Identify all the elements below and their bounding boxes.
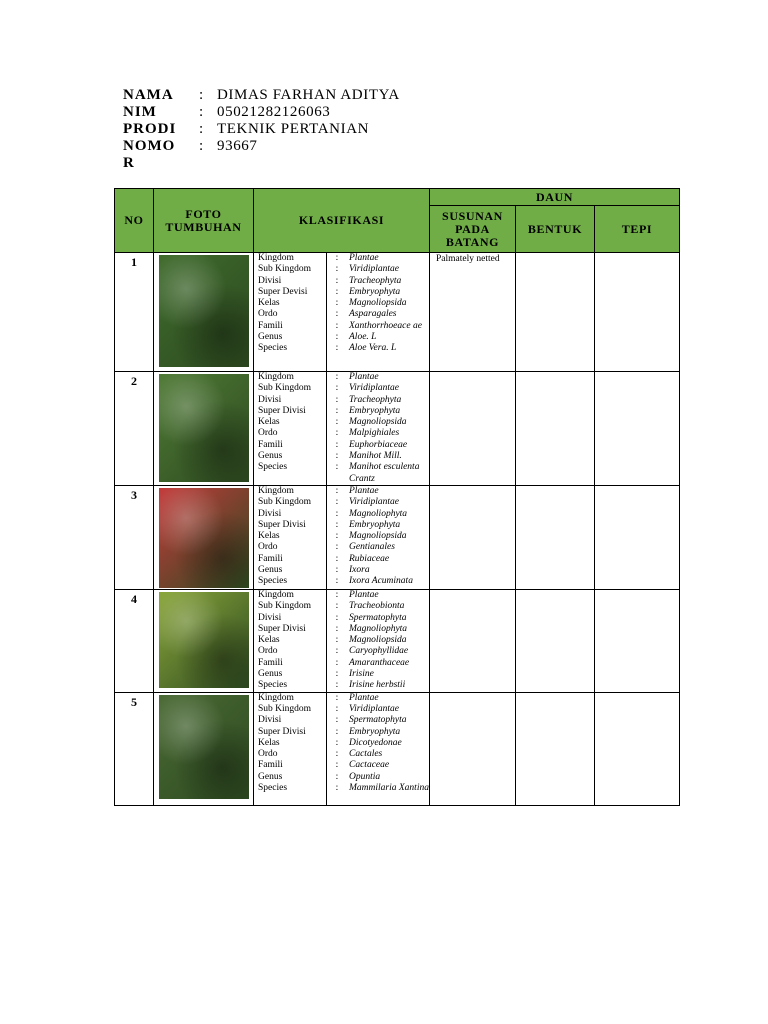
leaf-arrangement [430, 590, 516, 693]
taxon-rank: Sub Kingdom [258, 264, 312, 275]
leaf-arrangement [430, 372, 516, 486]
classification-row [254, 520, 429, 531]
classification-cell [254, 486, 430, 590]
taxon-rank: Sub Kingdom [258, 383, 312, 394]
row-number: 4 [115, 590, 154, 693]
student-info [123, 87, 400, 171]
classification-row [254, 680, 429, 691]
taxon-colon: : [327, 590, 348, 601]
taxon-name: Manihot esculenta Crantz [349, 462, 420, 484]
classification-row [254, 383, 429, 394]
taxon-rank: Kingdom [258, 692, 294, 703]
taxon-colon: : [327, 635, 348, 646]
classification-row [254, 417, 429, 428]
classification-filler [254, 355, 429, 371]
photo-cell [154, 590, 254, 693]
taxon-rank: Super Divisi [258, 726, 306, 737]
taxon-rank: Kelas [258, 737, 280, 748]
classification-row [254, 486, 429, 497]
taxon-name: Plantae [349, 692, 379, 703]
info-label: NIM [123, 104, 157, 120]
taxon-name: Tracheophyta [349, 394, 402, 405]
classification-row [254, 542, 429, 553]
classification-row [254, 576, 429, 587]
classification-row [254, 669, 429, 680]
taxon-colon: : [327, 428, 348, 439]
taxon-rank: Divisi [258, 715, 282, 726]
taxon-colon: : [327, 276, 348, 287]
taxon-rank: Genus [258, 669, 283, 680]
taxon-rank: Species [258, 576, 288, 587]
taxon-name: Magnoliophyta [349, 508, 408, 519]
info-row-nim [123, 104, 400, 121]
info-row-nama [123, 87, 400, 104]
taxon-rank: Sub Kingdom [258, 703, 312, 714]
taxon-rank: Super Divisi [258, 519, 306, 530]
taxon-rank: Ordo [258, 428, 278, 439]
taxon-name: Ixora [349, 565, 370, 576]
taxon-name: Cactales [349, 749, 383, 760]
taxon-rank: Kelas [258, 298, 280, 309]
plant-photo [159, 374, 249, 482]
classification-row [254, 497, 429, 508]
leaf-shape [516, 590, 595, 693]
classification-row [254, 440, 429, 451]
classification-row [254, 276, 429, 287]
taxon-colon: : [327, 565, 348, 576]
taxon-name: Irisine [349, 669, 374, 680]
taxon-colon: : [327, 554, 348, 565]
taxon-name: Magnoliopsida [349, 417, 407, 428]
info-label: PRODI [123, 121, 177, 137]
classification-row [254, 462, 429, 485]
leaf-margin [595, 486, 680, 590]
taxon-rank: Divisi [258, 275, 282, 286]
taxon-rank: Ordo [258, 749, 278, 760]
taxon-colon: : [327, 738, 348, 749]
taxon-rank: Ordo [258, 309, 278, 320]
taxon-name: Gentianales [349, 542, 395, 553]
taxon-name: Magnoliophyta [349, 623, 408, 634]
taxon-name: Euphorbiaceae [349, 439, 408, 450]
taxon-colon: : [327, 727, 348, 738]
taxon-colon: : [327, 321, 348, 332]
header-foto: FOTO TUMBUHAN [154, 189, 254, 253]
taxon-name: Dicotyedonae [349, 737, 402, 748]
taxon-rank: Genus [258, 451, 283, 462]
taxon-colon: : [327, 680, 348, 691]
leaf-margin [595, 590, 680, 693]
taxon-name: Aloe. L [349, 332, 377, 343]
classification-list [254, 486, 429, 589]
photo-cell [154, 372, 254, 486]
taxon-name: Tracheobionta [349, 601, 405, 612]
table-row [115, 372, 680, 486]
taxon-rank: Kingdom [258, 486, 294, 496]
classification-list [254, 372, 429, 485]
taxon-colon: : [327, 715, 348, 726]
leaf-margin [595, 253, 680, 372]
row-number: 2 [115, 372, 154, 486]
taxon-rank: Famili [258, 320, 283, 331]
leaf-margin [595, 692, 680, 805]
taxon-rank: Kingdom [258, 253, 294, 263]
taxon-rank: Species [258, 783, 288, 794]
taxon-colon: : [327, 497, 348, 508]
taxon-name: Spermatophyta [349, 612, 407, 623]
taxon-name: Asparagales [349, 309, 397, 320]
header-bentuk: BENTUK [516, 206, 595, 253]
taxon-rank: Kelas [258, 417, 280, 428]
table-row [115, 253, 680, 372]
taxon-name: Viridiplantae [349, 383, 399, 394]
taxon-name: Ixora Acuminata [349, 576, 413, 587]
taxon-rank: Kelas [258, 635, 280, 646]
photo-cell [154, 253, 254, 372]
classification-row [254, 613, 429, 624]
classification-row [254, 428, 429, 439]
header-daun: DAUN [430, 189, 680, 206]
taxon-name: Irisine herbstii [349, 680, 406, 691]
info-colon: : [199, 87, 204, 103]
leaf-arrangement [430, 692, 516, 805]
taxon-name: Embryophyta [349, 519, 401, 530]
header-susunan: SUSUNAN PADA BATANG [430, 206, 516, 253]
classification-cell [254, 372, 430, 486]
classification-row [254, 321, 429, 332]
taxon-colon: : [327, 704, 348, 715]
taxon-colon: : [327, 343, 348, 354]
taxon-colon: : [327, 749, 348, 760]
classification-row [254, 658, 429, 669]
taxon-name: Malpighiales [349, 428, 400, 439]
taxon-colon: : [327, 760, 348, 771]
taxon-rank: Genus [258, 771, 283, 782]
taxon-name: Magnoliopsida [349, 298, 407, 309]
info-value: 05021282126063 [217, 104, 331, 120]
taxon-rank: Sub Kingdom [258, 497, 312, 508]
table-row [115, 692, 680, 805]
header-no: NO [115, 189, 154, 253]
taxon-colon: : [327, 531, 348, 542]
classification-row [254, 531, 429, 542]
taxon-name: Plantae [349, 486, 379, 496]
info-row-nomor [123, 138, 400, 155]
taxon-name: Rubiaceae [349, 553, 390, 564]
taxon-rank: Ordo [258, 542, 278, 553]
taxon-colon: : [327, 309, 348, 320]
classification-row [254, 760, 429, 771]
taxon-name: Viridiplantae [349, 497, 399, 508]
row-number: 5 [115, 692, 154, 805]
photo-cell [154, 486, 254, 590]
table-body [115, 253, 680, 806]
taxon-colon: : [327, 693, 348, 704]
table-row [115, 486, 680, 590]
info-row-prodi [123, 121, 400, 138]
taxon-name: Xanthorrhoeace ae [349, 320, 422, 331]
taxon-colon: : [327, 253, 348, 264]
classification-row [254, 372, 429, 383]
taxon-name: Cactaceae [349, 760, 390, 771]
taxon-rank: Super Divisi [258, 623, 306, 634]
taxon-rank: Ordo [258, 646, 278, 657]
plant-photo [159, 255, 249, 367]
info-label: NOMO [123, 138, 176, 154]
leaf-arrangement: Palmately netted [430, 253, 516, 372]
taxon-colon: : [327, 298, 348, 309]
taxon-rank: Kelas [258, 531, 280, 542]
taxon-colon: : [327, 332, 348, 343]
taxon-name: Magnoliopsida [349, 635, 407, 646]
taxon-colon: : [327, 520, 348, 531]
taxon-colon: : [327, 542, 348, 553]
taxon-rank: Super Devisi [258, 286, 308, 297]
classification-row [254, 738, 429, 749]
taxon-rank: Famili [258, 439, 283, 450]
taxon-colon: : [327, 406, 348, 417]
taxon-name: Viridiplantae [349, 264, 399, 275]
classification-list [254, 253, 429, 371]
taxon-rank: Species [258, 680, 288, 691]
classification-row [254, 309, 429, 320]
classification-row [254, 298, 429, 309]
info-value: DIMAS FARHAN ADITYA [217, 87, 400, 103]
taxon-rank: Kingdom [258, 590, 294, 600]
taxon-colon: : [327, 509, 348, 520]
classification-row [254, 646, 429, 657]
classification-row [254, 727, 429, 738]
taxon-colon: : [327, 613, 348, 624]
taxon-rank: Species [258, 343, 288, 354]
taxon-colon: : [327, 462, 348, 485]
taxon-rank: Kingdom [258, 372, 294, 382]
plant-photo [159, 592, 249, 688]
info-value: 93667 [217, 138, 258, 154]
taxon-rank: Super Divisi [258, 405, 306, 416]
taxon-rank: Divisi [258, 394, 282, 405]
taxon-colon: : [327, 451, 348, 462]
taxon-colon: : [327, 440, 348, 451]
row-number: 1 [115, 253, 154, 372]
classification-cell [254, 590, 430, 693]
classification-row [254, 406, 429, 417]
info-colon: : [199, 138, 204, 154]
taxon-name: Opuntia [349, 771, 381, 782]
taxon-colon: : [327, 669, 348, 680]
classification-row [254, 601, 429, 612]
classification-row [254, 704, 429, 715]
taxon-name: Embryophyta [349, 286, 401, 297]
taxon-name: Embryophyta [349, 726, 401, 737]
plant-table [114, 188, 680, 806]
taxon-rank: Famili [258, 553, 283, 564]
taxon-colon: : [327, 624, 348, 635]
classification-row [254, 343, 429, 354]
taxon-name: Aloe Vera. L [349, 343, 397, 354]
photo-cell [154, 692, 254, 805]
taxon-colon: : [327, 486, 348, 497]
info-colon: : [199, 121, 204, 137]
taxon-rank: Species [258, 462, 288, 473]
header-klasifikasi: KLASIFIKASI [254, 189, 430, 253]
taxon-colon: : [327, 658, 348, 669]
classification-filler [254, 794, 429, 804]
taxon-colon: : [327, 287, 348, 298]
info-label-wrap: R [123, 155, 135, 171]
taxon-rank: Sub Kingdom [258, 601, 312, 612]
classification-row [254, 565, 429, 576]
leaf-arrangement [430, 486, 516, 590]
classification-row [254, 693, 429, 704]
classification-row [254, 635, 429, 646]
taxon-name: Plantae [349, 253, 379, 263]
classification-row [254, 332, 429, 343]
taxon-colon: : [327, 646, 348, 657]
classification-row [254, 451, 429, 462]
plant-photo [159, 488, 249, 588]
classification-list [254, 693, 429, 805]
taxon-colon: : [327, 372, 348, 383]
table-row [115, 590, 680, 693]
leaf-shape [516, 486, 595, 590]
classification-row [254, 624, 429, 635]
classification-row [254, 715, 429, 726]
classification-row [254, 772, 429, 783]
taxon-rank: Famili [258, 657, 283, 668]
classification-row [254, 783, 429, 794]
taxon-colon: : [327, 601, 348, 612]
leaf-shape [516, 253, 595, 372]
taxon-name: Spermatophyta [349, 715, 407, 726]
taxon-name: Plantae [349, 372, 379, 382]
taxon-colon: : [327, 395, 348, 406]
classification-row [254, 749, 429, 760]
plant-photo [159, 695, 249, 799]
taxon-name: Tracheophyta [349, 275, 402, 286]
leaf-shape [516, 372, 595, 486]
row-number: 3 [115, 486, 154, 590]
taxon-rank: Genus [258, 332, 283, 343]
taxon-colon: : [327, 264, 348, 275]
info-value: TEKNIK PERTANIAN [217, 121, 370, 137]
classification-row [254, 253, 429, 264]
taxon-name: Embryophyta [349, 405, 401, 416]
classification-row [254, 554, 429, 565]
taxon-rank: Divisi [258, 612, 282, 623]
info-label: NAMA [123, 87, 174, 103]
taxon-rank: Genus [258, 565, 283, 576]
taxon-colon: : [327, 783, 348, 794]
classification-cell [254, 253, 430, 372]
taxon-colon: : [327, 383, 348, 394]
taxon-name: Magnoliopsida [349, 531, 407, 542]
taxon-name: Viridiplantae [349, 703, 399, 714]
taxon-colon: : [327, 576, 348, 587]
leaf-margin [595, 372, 680, 486]
taxon-name: Caryophyllidae [349, 646, 409, 657]
classification-row [254, 590, 429, 601]
taxon-name: Mammilaria Xantina [349, 783, 429, 794]
info-colon: : [199, 104, 204, 120]
taxon-colon: : [327, 417, 348, 428]
leaf-shape [516, 692, 595, 805]
classification-row [254, 395, 429, 406]
classification-row [254, 287, 429, 298]
classification-row [254, 509, 429, 520]
taxon-name: Amaranthaceae [349, 657, 410, 668]
taxon-name: Manihot Mill. [349, 451, 402, 462]
taxon-colon: : [327, 772, 348, 783]
classification-list [254, 590, 429, 692]
taxon-rank: Divisi [258, 508, 282, 519]
classification-cell [254, 692, 430, 805]
classification-row [254, 264, 429, 275]
header-tepi: TEPI [595, 206, 680, 253]
taxon-name: Plantae [349, 590, 379, 600]
taxon-rank: Famili [258, 760, 283, 771]
